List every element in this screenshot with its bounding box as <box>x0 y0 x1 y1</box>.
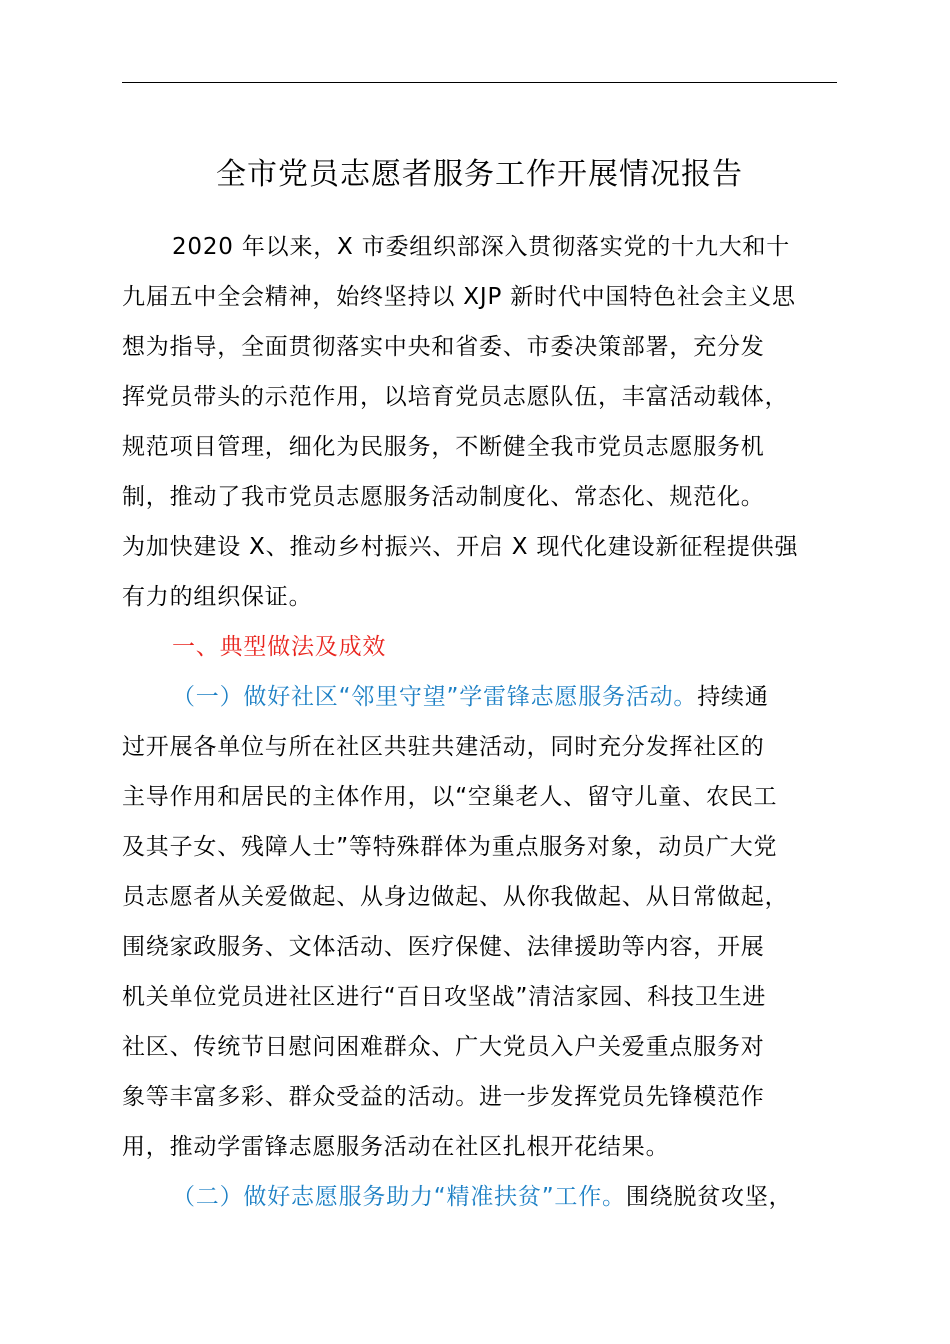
paragraph-line: 及其子女、残障人士”等特殊群体为重点服务对象，动员广大党 <box>122 834 778 860</box>
paragraph-line: 象等丰富多彩、群众受益的活动。进一步发挥党员先锋模范作 <box>122 1084 765 1110</box>
subsection-text: 持续通 <box>697 684 769 710</box>
paragraph-line: 规范项目管理，细化为民服务，不断健全我市党员志愿服务机 <box>122 434 765 460</box>
paragraph-line: 过开展各单位与所在社区共驻共建活动，同时充分发挥社区的 <box>122 734 765 760</box>
paragraph-line: 想为指导，全面贯彻落实中央和省委、市委决策部署，充分发 <box>122 334 765 360</box>
paragraph-line: 挥党员带头的示范作用，以培育党员志愿队伍，丰富活动载体， <box>122 384 789 410</box>
paragraph-line: 制，推动了我市党员志愿服务活动制度化、常态化、规范化。 <box>122 484 765 510</box>
subsection-text: 围绕脱贫攻坚， <box>625 1184 793 1210</box>
header-rule <box>122 82 837 83</box>
subsection-heading: （一）做好社区“邻里守望”学雷锋志愿服务活动。 <box>172 684 698 710</box>
paragraph-line: 九届五中全会精神，始终坚持以 XJP 新时代中国特色社会主义思 <box>122 284 796 310</box>
subsection-first-line <box>122 1172 862 1222</box>
subsection-heading: （二）做好志愿服务助力“精准扶贫”工作。 <box>172 1184 626 1210</box>
paragraph-line: 用，推动学雷锋志愿服务活动在社区扎根开花结果。 <box>122 1134 670 1160</box>
document-title: 全市党员志愿者服务工作开展情况报告 <box>216 157 743 192</box>
paragraph-line: 2020 年以来，X 市委组织部深入贯彻落实党的十九大和十 <box>172 234 791 260</box>
paragraph-line: 主导作用和居民的主体作用，以“空巢老人、留守儿童、农民工 <box>122 784 778 810</box>
document-body <box>122 222 862 1222</box>
section-heading: 一、典型做法及成效 <box>172 634 387 660</box>
paragraph-line: 员志愿者从关爱做起、从身边做起、从你我做起、从日常做起， <box>122 884 789 910</box>
paragraph-line: 有力的组织保证。 <box>122 584 313 610</box>
paragraph-line: 围绕家政服务、文体活动、医疗保健、法律援助等内容，开展 <box>122 934 765 960</box>
paragraph-line: 为加快建设 X、推动乡村振兴、开启 X 现代化建设新征程提供强 <box>122 534 799 560</box>
paragraph-line: 机关单位党员进社区进行“百日攻坚战”清洁家园、科技卫生进 <box>122 984 767 1010</box>
subsection-first-line <box>122 672 862 722</box>
paragraph-line: 社区、传统节日慰问困难群众、广大党员入户关爱重点服务对 <box>122 1034 765 1060</box>
